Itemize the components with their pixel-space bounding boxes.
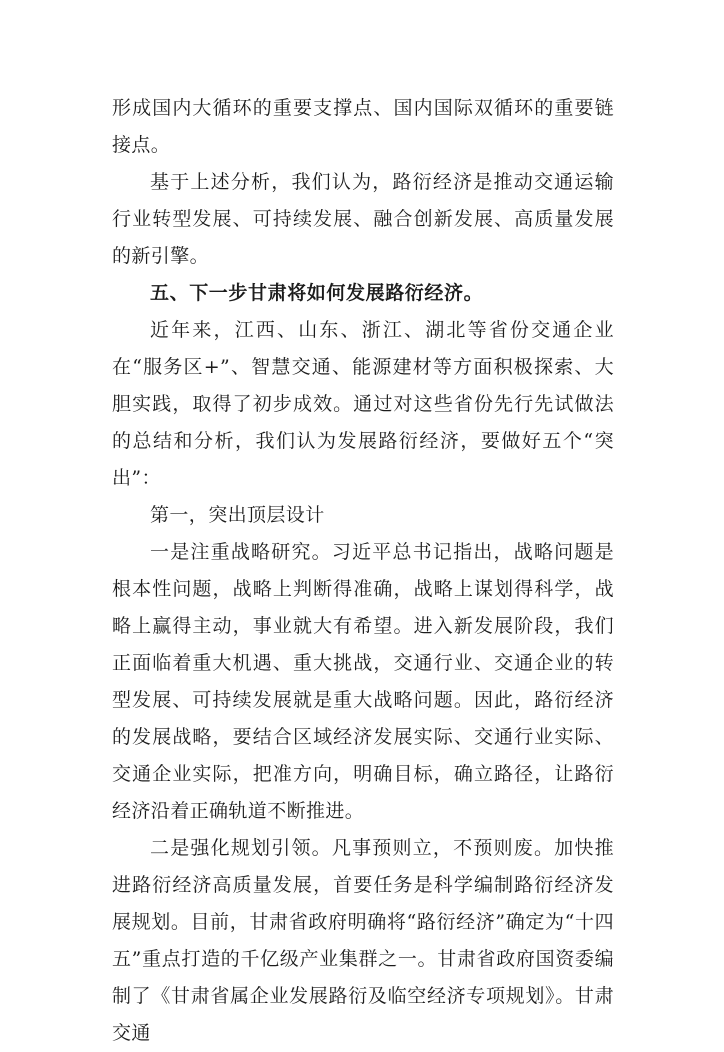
paragraph-strategy-research: 一是注重战略研究。习近平总书记指出，战略问题是根本性问题，战略上判断得准确，战略上谋划得科学，战略上赢得主动，事业就大有希望。进入新发展阶段，我们正面临着重大机遇、重大挑战，交通行业、交通企业的转型发展、可持续发展就是重大战略问题。因此，路衍经济的发展战略，要结合区域经济发展实际、交通行业实际、交通企业实际，把准方向，明确目标，确立路径，让路衍经济沿着正确轨道不断推进。 xyxy=(112,541,614,822)
document-body xyxy=(112,90,614,1052)
paragraph-analysis-conclusion: 基于上述分析，我们认为，路衍经济是推动交通运输行业转型发展、可持续发展、融合创新发展、高质量发展的新引擎。 xyxy=(112,171,614,267)
paragraph-planning-guidance: 二是强化规划引领。凡事预则立，不预则废。加快推进路衍经济高质量发展，首要任务是科学编制路衍经济发展规划。目前，甘肃省政府明确将“路衍经济”确定为“十四五”重点打造的千亿级产业集群之一。甘肃省政府国资委编制了《甘肃省属企业发展路衍及临空经济专项规划》。甘肃交通 xyxy=(112,837,614,1044)
paragraph-provinces-practice: 近年来，江西、山东、浙江、湖北等省份交通企业在“服务区+”、智慧交通、能源建材等方面积极探索、大胆实践，取得了初步成效。通过对这些省份先行先试做法的总结和分析，我们认为发展路衍经济，要做好五个“突出”： xyxy=(112,319,614,489)
subheading-first-top-design: 第一，突出顶层设计 xyxy=(150,504,325,526)
paragraph-continuation: 形成国内大循环的重要支撑点、国内国际双循环的重要链接点。 xyxy=(112,97,614,156)
section-heading-five: 五、下一步甘肃将如何发展路衍经济。 xyxy=(150,282,484,304)
